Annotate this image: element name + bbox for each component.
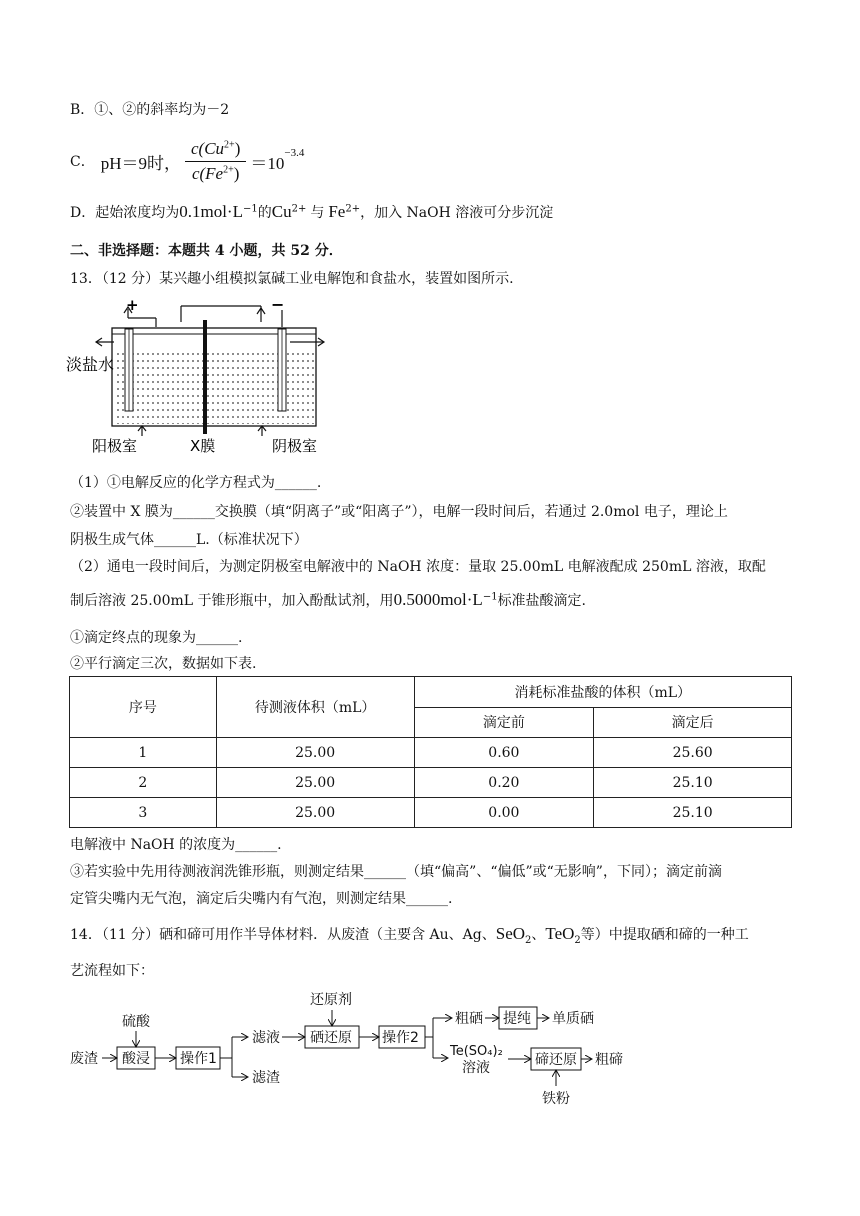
option-c-label: C． — [70, 154, 95, 170]
q13-titration-endpoint: ①滴定终点的现象为______. — [70, 630, 243, 646]
q13-part3-effect-line1: ③若实验中先用待测液润洗锥形瓶，则测定结果______（填“偏高”、“偏低”或“无影响”，下同）；滴定前滴 — [70, 864, 722, 880]
ratio-numerator-charge: 2+ — [224, 138, 235, 150]
ratio-denominator-charge: 2+ — [223, 163, 234, 175]
option-d-cu-charge: 2+ — [291, 203, 307, 215]
hcl-concentration: 0.5000mol·L — [393, 590, 483, 609]
option-d-fe-charge: 2+ — [345, 203, 361, 215]
option-d-and: 与 — [310, 205, 325, 221]
q13-part1: （1）①电解反应的化学方程式为______. — [70, 475, 322, 491]
q14-intro-line2: 艺流程如下： — [70, 963, 154, 979]
option-d-conc: 0.1mol·L — [179, 202, 243, 221]
flow-iron-powder: 铁粉 — [542, 1091, 570, 1107]
table-row — [70, 738, 792, 768]
cell: 25.60 — [594, 738, 792, 768]
option-d-conc-exp: −1 — [242, 203, 258, 215]
titration-table — [69, 676, 792, 828]
x-membrane-label: X膜 — [190, 437, 216, 455]
option-d-cu: Cu — [271, 202, 292, 221]
option-d-pre: D．起始浓度均为 — [70, 205, 180, 221]
q13-part3-line1: （2）通电一段时间后，为测定阴极室电解液中的 NaOH 浓度：量取 25.00mL 电解液配成 250mL 溶液，取配 — [70, 559, 766, 575]
hcl-concentration-exp: −1 — [482, 591, 498, 603]
option-c — [70, 133, 304, 189]
flow-operation2: 操作2 — [382, 1030, 419, 1046]
q14-line1-post: 等）中提取硒和碲的一种工 — [580, 927, 749, 943]
electrolysis-diagram — [66, 296, 328, 460]
concentration-ratio: $\frac{c(Cu^{2+})}{c(Fe^{2+})}$ — [185, 139, 246, 184]
table-row — [70, 768, 792, 798]
option-c-ph: pH＝9时， — [100, 153, 181, 173]
cell: 2 — [70, 768, 217, 798]
option-d-mid: 的 — [257, 205, 272, 221]
ratio-numerator: c(Cu — [191, 138, 225, 158]
weak-brine-label: 淡盐水 — [66, 355, 115, 374]
flow-te-sulfate: Te(SO₄)₂ — [450, 1044, 503, 1059]
section-heading: 二、非选择题：本题共 4 小题，共 52 分． — [70, 243, 343, 259]
flow-te-reduction: 碲还原 — [535, 1052, 577, 1068]
flow-solution: 溶液 — [462, 1060, 490, 1076]
seo2-formula: SeO — [495, 924, 526, 943]
cell: 25.00 — [216, 738, 414, 768]
header-before: 滴定前 — [414, 707, 594, 738]
option-d-fe: Fe — [328, 202, 346, 221]
flow-reductant: 还原剂 — [310, 992, 352, 1008]
header-after: 滴定后 — [594, 707, 792, 738]
flow-acid-leach: 酸浸 — [122, 1051, 150, 1067]
flow-waste: 废渣 — [70, 1051, 98, 1067]
cell: 0.60 — [414, 738, 594, 768]
q14-separator: 、 — [531, 927, 546, 943]
q13-part2-line2: 阴极生成气体______L.（标准状况下） — [70, 532, 308, 548]
seo2-subscript: 2 — [525, 934, 532, 946]
process-flow-diagram — [60, 986, 640, 1112]
header-consumed: 消耗标准盐酸的体积（mL） — [414, 677, 792, 708]
cathode-minus-sign: − — [271, 296, 285, 314]
flow-pure-se: 单质硒 — [552, 1011, 594, 1027]
option-d-post: ，加入 NaOH 溶液可分步沉淀 — [360, 205, 554, 221]
q13-part3-effect-line2: 定管尖嘴内无气泡，滴定后尖嘴内有气泡，则测定结果______. — [70, 891, 453, 907]
flow-se-reduction: 硒还原 — [310, 1030, 352, 1046]
flow-sulfuric-acid: 硫酸 — [122, 1014, 150, 1030]
q13-naoh-concentration: 电解液中 NaOH 的浓度为______. — [70, 837, 282, 853]
cathode-room-label: 阴极室 — [272, 437, 318, 455]
cell: 1 — [70, 738, 217, 768]
cell: 0.20 — [414, 768, 594, 798]
cell: 25.00 — [216, 798, 414, 828]
q13-part3-line2-pre: 制后溶液 25.00mL 于锥形瓶中，加入酚酞试剂，用 — [70, 593, 394, 609]
cell: 0.00 — [414, 798, 594, 828]
option-c-equals: ＝10 — [250, 153, 285, 173]
table-row — [70, 798, 792, 828]
flow-residue: 滤渣 — [252, 1070, 280, 1086]
cell: 25.10 — [594, 798, 792, 828]
q13-part2-line1: ②装置中 X 膜为______交换膜（填“阴离子”或“阳离子”），电解一段时间后，若通过 2.0mol 电子，理论上 — [70, 504, 728, 520]
flow-crude-te: 粗碲 — [595, 1052, 623, 1068]
teo2-formula: TeO — [545, 924, 575, 943]
anode-plus-sign: + — [126, 296, 139, 314]
option-c-exponent: −3.4 — [284, 147, 305, 159]
q13-table-intro: ②平行滴定三次，数据如下表. — [70, 656, 257, 672]
option-d — [70, 202, 553, 222]
flow-operation1: 操作1 — [180, 1051, 217, 1067]
q13-part3-line2 — [70, 590, 586, 610]
header-index: 序号 — [70, 677, 217, 738]
cell: 25.00 — [216, 768, 414, 798]
header-volume: 待测液体积（mL） — [216, 677, 414, 738]
q14-intro-line1 — [70, 924, 749, 946]
flow-filtrate: 滤液 — [252, 1030, 280, 1046]
flow-purify: 提纯 — [503, 1011, 531, 1027]
anode-room-label: 阳极室 — [92, 437, 138, 455]
flow-crude-se: 粗硒 — [455, 1011, 483, 1027]
q13-intro: 13．（12 分）某兴趣小组模拟氯碱工业电解饱和食盐水，装置如图所示. — [70, 271, 514, 287]
cell: 3 — [70, 798, 217, 828]
cell: 25.10 — [594, 768, 792, 798]
ratio-denominator: c(Fe — [191, 163, 224, 183]
q13-part3-line2-post: 标准盐酸滴定. — [497, 593, 587, 609]
option-b: B．①、②的斜率均为－2 — [70, 102, 230, 118]
q14-line1-pre: 14．（11 分）硒和碲可用作半导体材料．从废渣（主要含 Au、Ag、 — [70, 927, 496, 943]
teo2-subscript: 2 — [574, 934, 581, 946]
